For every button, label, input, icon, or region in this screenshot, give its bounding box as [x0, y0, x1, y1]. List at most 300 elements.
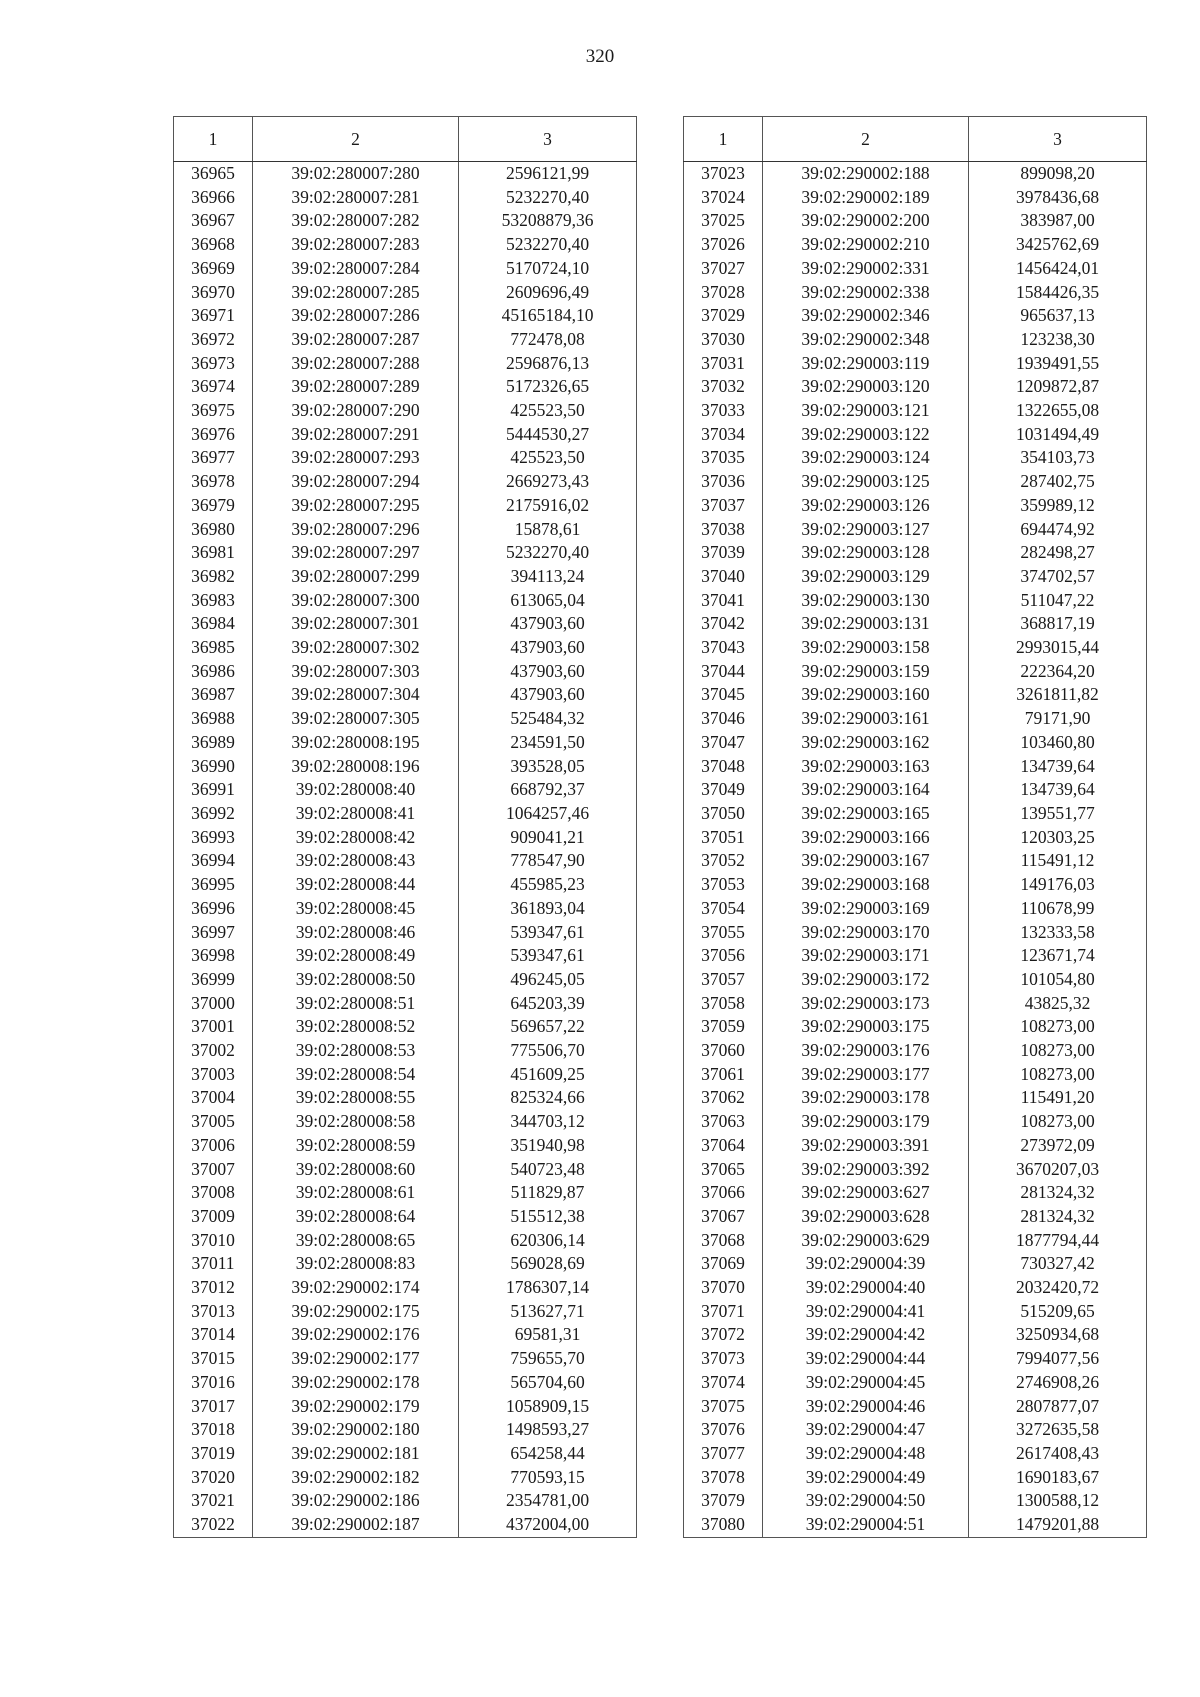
table-row: [684, 1039, 1147, 1063]
value-cell: 139551,77: [969, 802, 1147, 826]
table-row: [684, 1395, 1147, 1419]
row-number-cell: 36972: [174, 328, 253, 352]
table-row: [174, 778, 637, 802]
cadastral-number-cell: 39:02:290004:42: [763, 1323, 969, 1347]
row-number-cell: 36997: [174, 921, 253, 945]
row-number-cell: 37035: [684, 446, 763, 470]
cadastral-number-cell: 39:02:290002:175: [253, 1300, 459, 1324]
table-row: [174, 1205, 637, 1229]
row-number-cell: 37030: [684, 328, 763, 352]
cadastral-number-cell: 39:02:290002:178: [253, 1371, 459, 1395]
value-cell: 69581,31: [459, 1323, 637, 1347]
row-number-cell: 36995: [174, 873, 253, 897]
row-number-cell: 37078: [684, 1466, 763, 1490]
value-cell: 383987,00: [969, 209, 1147, 233]
row-number-cell: 37072: [684, 1323, 763, 1347]
value-cell: 3272635,58: [969, 1418, 1147, 1442]
cadastral-number-cell: 39:02:290003:392: [763, 1158, 969, 1182]
row-number-cell: 37026: [684, 233, 763, 257]
row-number-cell: 37044: [684, 660, 763, 684]
cadastral-number-cell: 39:02:280008:40: [253, 778, 459, 802]
value-cell: 2609696,49: [459, 281, 637, 305]
value-cell: 394113,24: [459, 565, 637, 589]
cadastral-number-cell: 39:02:290003:131: [763, 612, 969, 636]
table-row: [174, 802, 637, 826]
row-number-cell: 37071: [684, 1300, 763, 1324]
left-table: [173, 116, 637, 1538]
table-row: [684, 281, 1147, 305]
cadastral-number-cell: 39:02:290003:166: [763, 826, 969, 850]
cadastral-number-cell: 39:02:290004:41: [763, 1300, 969, 1324]
row-number-cell: 37070: [684, 1276, 763, 1300]
value-cell: 539347,61: [459, 944, 637, 968]
table-row: [174, 328, 637, 352]
value-cell: 15878,61: [459, 518, 637, 542]
value-cell: 511829,87: [459, 1181, 637, 1205]
cadastral-number-cell: 39:02:280008:64: [253, 1205, 459, 1229]
page-number: 320: [585, 46, 615, 67]
row-number-cell: 37002: [174, 1039, 253, 1063]
value-cell: 1322655,08: [969, 399, 1147, 423]
row-number-cell: 36986: [174, 660, 253, 684]
table-row: [684, 944, 1147, 968]
value-cell: 110678,99: [969, 897, 1147, 921]
table-row: [174, 968, 637, 992]
table-row: [684, 968, 1147, 992]
value-cell: 825324,66: [459, 1086, 637, 1110]
row-number-cell: 36985: [174, 636, 253, 660]
cadastral-number-cell: 39:02:280008:61: [253, 1181, 459, 1205]
row-number-cell: 36965: [174, 162, 253, 186]
row-number-cell: 37052: [684, 849, 763, 873]
value-cell: 965637,13: [969, 304, 1147, 328]
row-number-cell: 36978: [174, 470, 253, 494]
table-row: [684, 446, 1147, 470]
value-cell: 5170724,10: [459, 257, 637, 281]
cadastral-number-cell: 39:02:290003:391: [763, 1134, 969, 1158]
table-row: [684, 1229, 1147, 1253]
row-number-cell: 36999: [174, 968, 253, 992]
table-row: [174, 1039, 637, 1063]
row-number-cell: 36976: [174, 423, 253, 447]
table-row: [174, 1489, 637, 1513]
value-cell: 108273,00: [969, 1110, 1147, 1134]
row-number-cell: 37063: [684, 1110, 763, 1134]
value-cell: 451609,25: [459, 1063, 637, 1087]
value-cell: 45165184,10: [459, 304, 637, 328]
cadastral-number-cell: 39:02:280007:297: [253, 541, 459, 565]
table-row: [174, 423, 637, 447]
row-number-cell: 36998: [174, 944, 253, 968]
table-row: [174, 873, 637, 897]
cadastral-number-cell: 39:02:290004:48: [763, 1442, 969, 1466]
row-number-cell: 37021: [174, 1489, 253, 1513]
row-number-cell: 37066: [684, 1181, 763, 1205]
cadastral-number-cell: 39:02:290004:39: [763, 1252, 969, 1276]
table-row: [684, 1063, 1147, 1087]
value-cell: 132333,58: [969, 921, 1147, 945]
table-row: [174, 399, 637, 423]
row-number-cell: 37050: [684, 802, 763, 826]
row-number-cell: 37046: [684, 707, 763, 731]
row-number-cell: 37077: [684, 1442, 763, 1466]
cadastral-number-cell: 39:02:280007:288: [253, 352, 459, 376]
table-row: [684, 589, 1147, 613]
table-row: [684, 423, 1147, 447]
cadastral-number-cell: 39:02:290003:171: [763, 944, 969, 968]
table-row: [684, 1442, 1147, 1466]
row-number-cell: 36994: [174, 849, 253, 873]
value-cell: 361893,04: [459, 897, 637, 921]
table-row: [174, 209, 637, 233]
table-row: [684, 375, 1147, 399]
row-number-cell: 37064: [684, 1134, 763, 1158]
row-number-cell: 37008: [174, 1181, 253, 1205]
table-row: [684, 1371, 1147, 1395]
row-number-cell: 37069: [684, 1252, 763, 1276]
cadastral-number-cell: 39:02:290003:167: [763, 849, 969, 873]
row-number-cell: 37074: [684, 1371, 763, 1395]
row-number-cell: 37056: [684, 944, 763, 968]
value-cell: 778547,90: [459, 849, 637, 873]
cadastral-number-cell: 39:02:280008:59: [253, 1134, 459, 1158]
value-cell: 620306,14: [459, 1229, 637, 1253]
value-cell: 134739,64: [969, 755, 1147, 779]
cadastral-number-cell: 39:02:280008:195: [253, 731, 459, 755]
value-cell: 2993015,44: [969, 636, 1147, 660]
table-row: [174, 446, 637, 470]
cadastral-number-cell: 39:02:290002:187: [253, 1513, 459, 1537]
value-cell: 149176,03: [969, 873, 1147, 897]
table-row: [174, 707, 637, 731]
table-row: [684, 1134, 1147, 1158]
table-row: [684, 233, 1147, 257]
table-row: [174, 1513, 637, 1537]
row-number-cell: 37043: [684, 636, 763, 660]
table-row: [174, 541, 637, 565]
value-cell: 770593,15: [459, 1466, 637, 1490]
value-cell: 3978436,68: [969, 186, 1147, 210]
value-cell: 569028,69: [459, 1252, 637, 1276]
table-row: [684, 1086, 1147, 1110]
cadastral-number-cell: 39:02:290003:124: [763, 446, 969, 470]
table-row: [174, 518, 637, 542]
table-row: [174, 1442, 637, 1466]
row-number-cell: 37048: [684, 755, 763, 779]
value-cell: 1939491,55: [969, 352, 1147, 376]
cadastral-number-cell: 39:02:290003:130: [763, 589, 969, 613]
value-cell: 344703,12: [459, 1110, 637, 1134]
value-cell: 103460,80: [969, 731, 1147, 755]
table-row: [684, 565, 1147, 589]
row-number-cell: 36982: [174, 565, 253, 589]
cadastral-number-cell: 39:02:290003:170: [763, 921, 969, 945]
value-cell: 772478,08: [459, 328, 637, 352]
table-row: [684, 1489, 1147, 1513]
value-cell: 437903,60: [459, 683, 637, 707]
table-row: [174, 470, 637, 494]
row-number-cell: 37034: [684, 423, 763, 447]
value-cell: 694474,92: [969, 518, 1147, 542]
cadastral-number-cell: 39:02:290004:46: [763, 1395, 969, 1419]
row-number-cell: 37055: [684, 921, 763, 945]
row-number-cell: 36973: [174, 352, 253, 376]
cadastral-number-cell: 39:02:290002:182: [253, 1466, 459, 1490]
cadastral-number-cell: 39:02:290003:164: [763, 778, 969, 802]
value-cell: 515209,65: [969, 1300, 1147, 1324]
value-cell: 359989,12: [969, 494, 1147, 518]
row-number-cell: 37014: [174, 1323, 253, 1347]
cadastral-number-cell: 39:02:290004:45: [763, 1371, 969, 1395]
row-number-cell: 37051: [684, 826, 763, 850]
table-row: [684, 802, 1147, 826]
table-row: [174, 1466, 637, 1490]
row-number-cell: 37032: [684, 375, 763, 399]
cadastral-number-cell: 39:02:290003:163: [763, 755, 969, 779]
row-number-cell: 36974: [174, 375, 253, 399]
cadastral-number-cell: 39:02:280008:52: [253, 1015, 459, 1039]
cadastral-number-cell: 39:02:290003:120: [763, 375, 969, 399]
table-row: [684, 1466, 1147, 1490]
row-number-cell: 37016: [174, 1371, 253, 1395]
row-number-cell: 37062: [684, 1086, 763, 1110]
table-row: [174, 1395, 637, 1419]
table-row: [174, 826, 637, 850]
cadastral-number-cell: 39:02:290003:173: [763, 992, 969, 1016]
cadastral-number-cell: 39:02:280008:196: [253, 755, 459, 779]
table-row: [684, 897, 1147, 921]
value-cell: 511047,22: [969, 589, 1147, 613]
table-row: [174, 1063, 637, 1087]
cadastral-number-cell: 39:02:280007:295: [253, 494, 459, 518]
cadastral-number-cell: 39:02:290002:181: [253, 1442, 459, 1466]
value-cell: 5232270,40: [459, 233, 637, 257]
value-cell: 759655,70: [459, 1347, 637, 1371]
row-number-cell: 37012: [174, 1276, 253, 1300]
row-number-cell: 37079: [684, 1489, 763, 1513]
row-number-cell: 36969: [174, 257, 253, 281]
row-number-cell: 36977: [174, 446, 253, 470]
value-cell: 1031494,49: [969, 423, 1147, 447]
table-row: [684, 731, 1147, 755]
row-number-cell: 36970: [174, 281, 253, 305]
row-number-cell: 36988: [174, 707, 253, 731]
table-row: [684, 1110, 1147, 1134]
value-cell: 569657,22: [459, 1015, 637, 1039]
cadastral-number-cell: 39:02:280008:55: [253, 1086, 459, 1110]
row-number-cell: 37005: [174, 1110, 253, 1134]
row-number-cell: 37023: [684, 162, 763, 186]
value-cell: 101054,80: [969, 968, 1147, 992]
cadastral-number-cell: 39:02:290003:127: [763, 518, 969, 542]
value-cell: 1064257,46: [459, 802, 637, 826]
row-number-cell: 37057: [684, 968, 763, 992]
value-cell: 123671,74: [969, 944, 1147, 968]
cadastral-number-cell: 39:02:290002:346: [763, 304, 969, 328]
table-row: [684, 1181, 1147, 1205]
cadastral-number-cell: 39:02:280007:293: [253, 446, 459, 470]
value-cell: 1058909,15: [459, 1395, 637, 1419]
cadastral-number-cell: 39:02:280008:83: [253, 1252, 459, 1276]
value-cell: 2032420,72: [969, 1276, 1147, 1300]
cadastral-number-cell: 39:02:290003:119: [763, 352, 969, 376]
row-number-cell: 37015: [174, 1347, 253, 1371]
row-number-cell: 37038: [684, 518, 763, 542]
cadastral-number-cell: 39:02:280007:281: [253, 186, 459, 210]
row-number-cell: 36987: [174, 683, 253, 707]
row-number-cell: 37058: [684, 992, 763, 1016]
table-row: [684, 186, 1147, 210]
row-number-cell: 37049: [684, 778, 763, 802]
cadastral-number-cell: 39:02:280007:301: [253, 612, 459, 636]
cadastral-number-cell: 39:02:290004:40: [763, 1276, 969, 1300]
value-cell: 645203,39: [459, 992, 637, 1016]
cadastral-number-cell: 39:02:290002:338: [763, 281, 969, 305]
table-row: [174, 1134, 637, 1158]
row-number-cell: 37073: [684, 1347, 763, 1371]
row-number-cell: 37003: [174, 1063, 253, 1087]
value-cell: 2807877,07: [969, 1395, 1147, 1419]
table-row: [174, 1276, 637, 1300]
cadastral-number-cell: 39:02:290003:176: [763, 1039, 969, 1063]
value-cell: 437903,60: [459, 636, 637, 660]
cadastral-number-cell: 39:02:290003:122: [763, 423, 969, 447]
value-cell: 730327,42: [969, 1252, 1147, 1276]
table-row: [174, 683, 637, 707]
row-number-cell: 36989: [174, 731, 253, 755]
value-cell: 2175916,02: [459, 494, 637, 518]
value-cell: 281324,32: [969, 1181, 1147, 1205]
cadastral-number-cell: 39:02:290003:158: [763, 636, 969, 660]
cadastral-number-cell: 39:02:280007:286: [253, 304, 459, 328]
table-row: [174, 1252, 637, 1276]
value-cell: 565704,60: [459, 1371, 637, 1395]
value-cell: 374702,57: [969, 565, 1147, 589]
table-row: [174, 1229, 637, 1253]
value-cell: 1690183,67: [969, 1466, 1147, 1490]
value-cell: 2746908,26: [969, 1371, 1147, 1395]
row-number-cell: 37009: [174, 1205, 253, 1229]
table-row: [174, 944, 637, 968]
table-row: [684, 826, 1147, 850]
value-cell: 2354781,00: [459, 1489, 637, 1513]
cadastral-number-cell: 39:02:290003:159: [763, 660, 969, 684]
value-cell: 613065,04: [459, 589, 637, 613]
row-number-cell: 37004: [174, 1086, 253, 1110]
row-number-cell: 36983: [174, 589, 253, 613]
value-cell: 425523,50: [459, 399, 637, 423]
cadastral-number-cell: 39:02:290003:169: [763, 897, 969, 921]
header-col-1: 1: [684, 117, 763, 162]
cadastral-number-cell: 39:02:280008:53: [253, 1039, 459, 1063]
value-cell: 899098,20: [969, 162, 1147, 186]
row-number-cell: 36996: [174, 897, 253, 921]
value-cell: 5444530,27: [459, 423, 637, 447]
value-cell: 108273,00: [969, 1063, 1147, 1087]
value-cell: 2617408,43: [969, 1442, 1147, 1466]
cadastral-number-cell: 39:02:290003:179: [763, 1110, 969, 1134]
value-cell: 1300588,12: [969, 1489, 1147, 1513]
value-cell: 513627,71: [459, 1300, 637, 1324]
row-number-cell: 37054: [684, 897, 763, 921]
table-row: [174, 755, 637, 779]
value-cell: 1786307,14: [459, 1276, 637, 1300]
row-number-cell: 36992: [174, 802, 253, 826]
cadastral-number-cell: 39:02:290004:49: [763, 1466, 969, 1490]
value-cell: 437903,60: [459, 612, 637, 636]
row-number-cell: 37067: [684, 1205, 763, 1229]
cadastral-number-cell: 39:02:280008:60: [253, 1158, 459, 1182]
table-row: [684, 921, 1147, 945]
table-row: [174, 1300, 637, 1324]
cadastral-number-cell: 39:02:290002:348: [763, 328, 969, 352]
value-cell: 281324,32: [969, 1205, 1147, 1229]
cadastral-number-cell: 39:02:290003:172: [763, 968, 969, 992]
value-cell: 2596121,99: [459, 162, 637, 186]
table-row: [174, 257, 637, 281]
cadastral-number-cell: 39:02:280008:51: [253, 992, 459, 1016]
cadastral-number-cell: 39:02:290002:180: [253, 1418, 459, 1442]
row-number-cell: 37076: [684, 1418, 763, 1442]
table-row: [684, 162, 1147, 186]
row-number-cell: 37010: [174, 1229, 253, 1253]
table-row: [174, 1323, 637, 1347]
value-cell: 134739,64: [969, 778, 1147, 802]
row-number-cell: 37039: [684, 541, 763, 565]
table-row: [684, 849, 1147, 873]
table-row: [684, 352, 1147, 376]
table-row: [684, 1347, 1147, 1371]
table-row: [174, 1347, 637, 1371]
value-cell: 115491,20: [969, 1086, 1147, 1110]
cadastral-number-cell: 39:02:290002:179: [253, 1395, 459, 1419]
value-cell: 115491,12: [969, 849, 1147, 873]
value-cell: 1209872,87: [969, 375, 1147, 399]
cadastral-number-cell: 39:02:280008:54: [253, 1063, 459, 1087]
header-row: [684, 117, 1147, 162]
row-number-cell: 37013: [174, 1300, 253, 1324]
cadastral-number-cell: 39:02:280008:46: [253, 921, 459, 945]
table-row: [684, 1513, 1147, 1537]
table-row: [174, 897, 637, 921]
table-row: [684, 518, 1147, 542]
cadastral-number-cell: 39:02:280007:299: [253, 565, 459, 589]
value-cell: 425523,50: [459, 446, 637, 470]
cadastral-number-cell: 39:02:290003:629: [763, 1229, 969, 1253]
cadastral-number-cell: 39:02:280007:296: [253, 518, 459, 542]
cadastral-number-cell: 39:02:280007:280: [253, 162, 459, 186]
row-number-cell: 37024: [684, 186, 763, 210]
table-row: [684, 1015, 1147, 1039]
table-row: [174, 304, 637, 328]
row-number-cell: 37045: [684, 683, 763, 707]
row-number-cell: 37047: [684, 731, 763, 755]
row-number-cell: 37017: [174, 1395, 253, 1419]
table-row: [174, 1181, 637, 1205]
table-row: [174, 992, 637, 1016]
table-row: [684, 873, 1147, 897]
value-cell: 287402,75: [969, 470, 1147, 494]
table-row: [174, 589, 637, 613]
table-row: [684, 399, 1147, 423]
table-row: [174, 1158, 637, 1182]
table-row: [684, 1276, 1147, 1300]
row-number-cell: 36971: [174, 304, 253, 328]
cadastral-number-cell: 39:02:280007:282: [253, 209, 459, 233]
table-row: [174, 921, 637, 945]
cadastral-number-cell: 39:02:280007:284: [253, 257, 459, 281]
value-cell: 1584426,35: [969, 281, 1147, 305]
